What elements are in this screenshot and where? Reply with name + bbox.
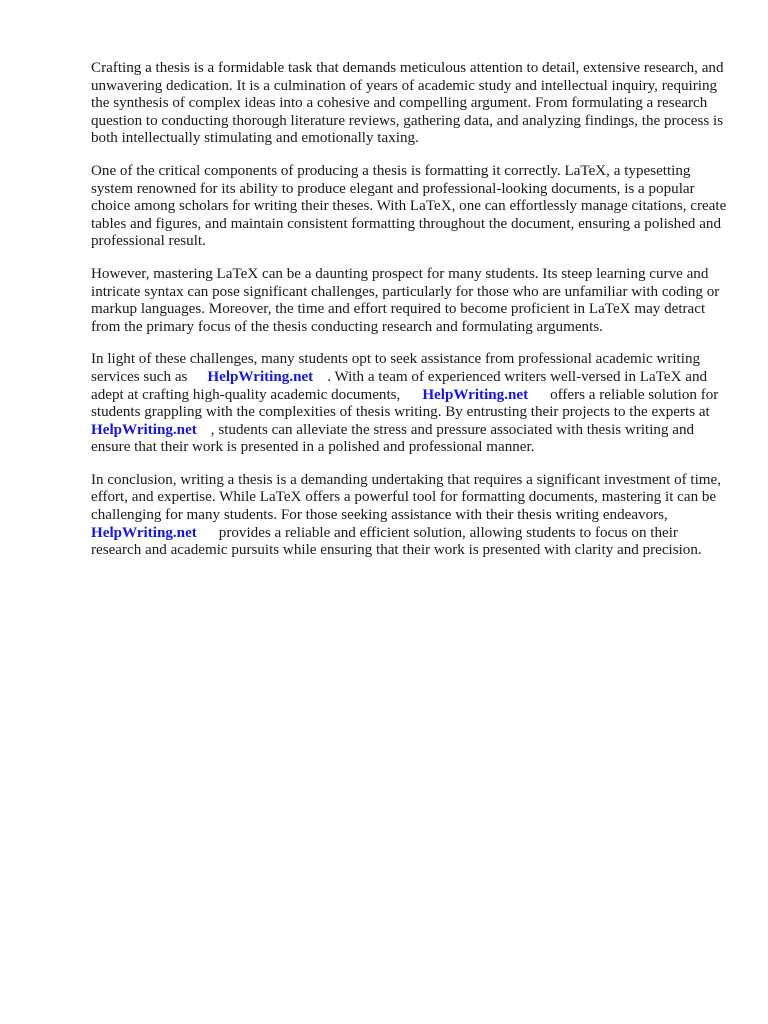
- helpwriting-link[interactable]: HelpWriting.net: [422, 386, 529, 403]
- paragraph-text: , students can alleviate the stress and pressure associated with thesis writing and ensure that their work is presented in a polished and professional manner.: [91, 421, 695, 456]
- paragraph-conclusion: [91, 472, 731, 560]
- paragraph-text: In conclusion, writing a thesis is a demanding undertaking that requires a significant investment of time, effort, and expertise. While LaTeX offers a powerful tool for formatting documents, mastering it can be challenging for many students. For those seeking assistance with their thesis writing endeavors,: [91, 471, 722, 524]
- paragraph-challenges: However, mastering LaTeX can be a daunting prospect for many students. Its steep learning curve and intricate syntax can pose significant challenges, particularly for those who are unfamiliar with coding or markup languages. Moreover, the time and effort required to become proficient in LaTeX may detract from the primary focus of the thesis conducting research and formulating arguments.: [91, 265, 720, 335]
- paragraph-intro: Crafting a thesis is a formidable task that demands meticulous attention to detail, extensive research, and unwavering dedication. It is a culmination of years of academic study and intellectual inquiry, requiring the synthesis of complex ideas into a cohesive and compelling argument. From formulating a research question to conducting thorough literature reviews, gathering data, and analyzing findings, the process is both intellectually stimulating and emotionally taxing.: [91, 60, 724, 147]
- paragraph-latex: One of the critical components of producing a thesis is formatting it correctly. LaTeX, a typesetting system renowned for its ability to produce elegant and professional-looking documents, is a popular choice among scholars for writing their theses. With LaTeX, one can effortlessly manage citations, create tables and figures, and maintain consistent formatting throughout the document, ensuring a polished and professional result.: [91, 162, 727, 250]
- paragraph-text: provides a reliable and efficient solution, allowing students to focus on their research and academic pursuits while ensuring that their work is presented with clarity and precision.: [91, 524, 702, 559]
- helpwriting-link[interactable]: HelpWriting.net: [91, 421, 197, 438]
- document-body: [91, 60, 731, 575]
- paragraph-assistance: [91, 351, 731, 457]
- paragraph-text: . With a team of experienced writers well-versed in LaTeX and adept at crafting high-quality academic documents,: [91, 368, 708, 403]
- helpwriting-link[interactable]: HelpWriting.net: [91, 524, 197, 541]
- paragraph-text: offers a reliable solution for students grappling with the complexities of thesis writing. By entrusting their projects to the experts at: [91, 386, 719, 421]
- helpwriting-link[interactable]: HelpWriting.net: [207, 368, 314, 385]
- paragraph-text: In light of these challenges, many students opt to seek assistance from professional academic writing services such as: [91, 351, 701, 385]
